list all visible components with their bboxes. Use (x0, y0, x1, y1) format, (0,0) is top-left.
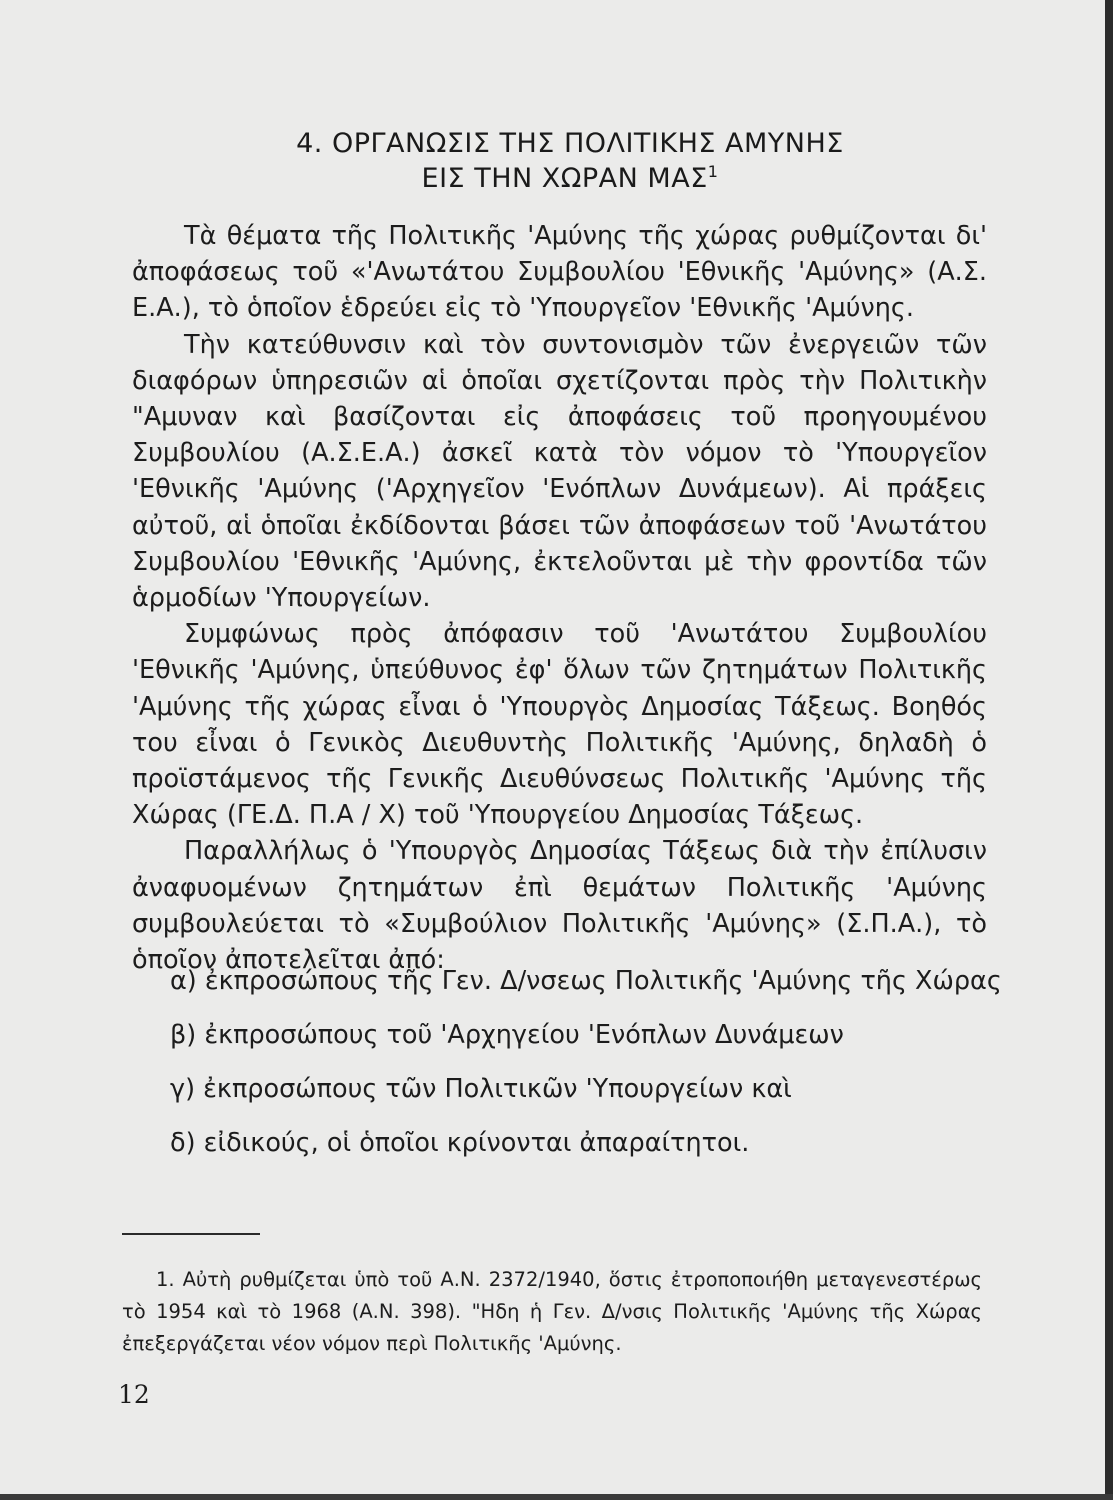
chapter-heading-line-1 (140, 128, 1000, 159)
footnote-separator (122, 1233, 260, 1235)
list-item-gamma: γ) ἐκπροσώπους τῶν Πολιτικῶν 'Υπουργείων καὶ (170, 1074, 792, 1104)
paragraph-4: Παραλλήλως ὁ 'Υπουργὸς Δημοσίας Τάξεως διὰ τὴν ἐπίλυσιν ἀναφυομένων ζητημάτων ἐπὶ θεμάτων Πολιτικῆς 'Αμύνης συμβουλεύεται τὸ «Συμβούλιον Πολιτικῆς 'Αμύνης» (Σ.Π.Α.), τὸ ὁποῖον ἀποτελεῖται ἀπό: (132, 836, 987, 976)
chapter-heading-line-2 (140, 162, 1000, 194)
paragraph-1: Τὰ θέματα τῆς Πολιτικῆς 'Αμύνης τῆς χώρας ρυθμίζονται δι' ἀποφάσεως τοῦ «'Ανωτάτου Συμβουλίου 'Εθνικῆς 'Αμύνης» (Α.Σ. Ε.Α.), τὸ ὁποῖον ἑδρεύει εἰς τὸ 'Υπουργεῖον 'Εθνικῆς 'Αμύνης. (132, 221, 987, 324)
paragraph-3: Συμφώνως πρὸς ἀπόφασιν τοῦ 'Ανωτάτου Συμβουλίου 'Εθνικῆς 'Αμύνης, ὑπεύθυνος ἐφ' ὅλων τῶν ζητημάτων Πολιτικῆς 'Αμύνης τῆς χώρας εἶναι ὁ 'Υπουργὸς Δημοσίας Τάξεως. Βοηθός του εἶναι ὁ Γενικὸς Διευθυντὴς Πολιτικῆς 'Αμύνης, δηλαδὴ ὁ προϊστάμενος τῆς Γενικῆς Διευθύνσεως Πολιτικῆς 'Αμύνης τῆς Χώρας (ΓΕ.Δ. Π.Α / Χ) τοῦ 'Υπουργείου Δημοσίας Τάξεως. (132, 619, 987, 831)
footnote (122, 1264, 982, 1360)
member-list (170, 954, 1002, 1170)
list-item-beta: β) ἐκπροσώπους τοῦ 'Αρχηγείου 'Ενόπλων Δυνάμεων (170, 1020, 844, 1050)
footnote-marker: 1 (707, 162, 719, 181)
paragraph-2: Τὴν κατεύθυνσιν καὶ τὸν συντονισμὸν τῶν ἐνεργειῶν τῶν διαφόρων ὑπηρεσιῶν αἱ ὁποῖαι σχετίζονται πρὸς τὴν Πολιτικὴν "Αμυναν καὶ βασίζονται εἰς ἀποφάσεις τοῦ προηγουμένου Συμβουλίου (Α.Σ.Ε.Α.) ἀσκεῖ κατὰ τὸν νόμον τὸ 'Υπουργεῖον 'Εθνικῆς 'Αμύνης ('Αρχηγεῖον 'Ενόπλων Δυνάμεων). Αἱ πράξεις αὐτοῦ, αἱ ὁποῖαι ἐκδίδονται βάσει τῶν ἀποφάσεων τοῦ 'Ανωτάτου Συμβουλίου 'Εθνικῆς 'Αμύνης, ἐκτελοῦνται μὲ τὴν φροντίδα τῶν ἁρμοδίων 'Υπουργείων. (132, 329, 987, 614)
heading-text-2: ΕΙΣ ΤΗΝ ΧΩΡΑΝ ΜΑΣ (421, 163, 708, 194)
footnote-text: 1. Αὐτὴ ρυθμίζεται ὑπὸ τοῦ Α.Ν. 2372/1940, ὅστις ἐτροποποιήθη μεταγενεστέρως τὸ 1954 καὶ τὸ 1968 (Α.Ν. 398). "Ηδη ἡ Γεν. Δ/νσις Πολιτικῆς 'Αμύνης τῆς Χώρας ἐπεξεργάζεται νέον νόμον περὶ Πολιτικῆς 'Αμύνης. (122, 1268, 982, 1355)
list-item-delta: δ) εἰδικούς, οἱ ὁποῖοι κρίνονται ἀπαραίτητοι. (170, 1128, 750, 1158)
scan-edge-bottom (0, 1494, 1113, 1500)
heading-text-1: 4. ΟΡΓΑΝΩΣΙΣ ΤΗΣ ΠΟΛΙΤΙΚΗΣ ΑΜΥΝΗΣ (296, 128, 844, 159)
scan-edge-right (1105, 0, 1113, 1500)
main-text (132, 218, 987, 978)
list-item-alpha: α) ἐκπροσώπους τῆς Γεν. Δ/νσεως Πολιτικῆς 'Αμύνης τῆς Χώρας (170, 966, 1002, 996)
page-number: 12 (118, 1380, 150, 1409)
